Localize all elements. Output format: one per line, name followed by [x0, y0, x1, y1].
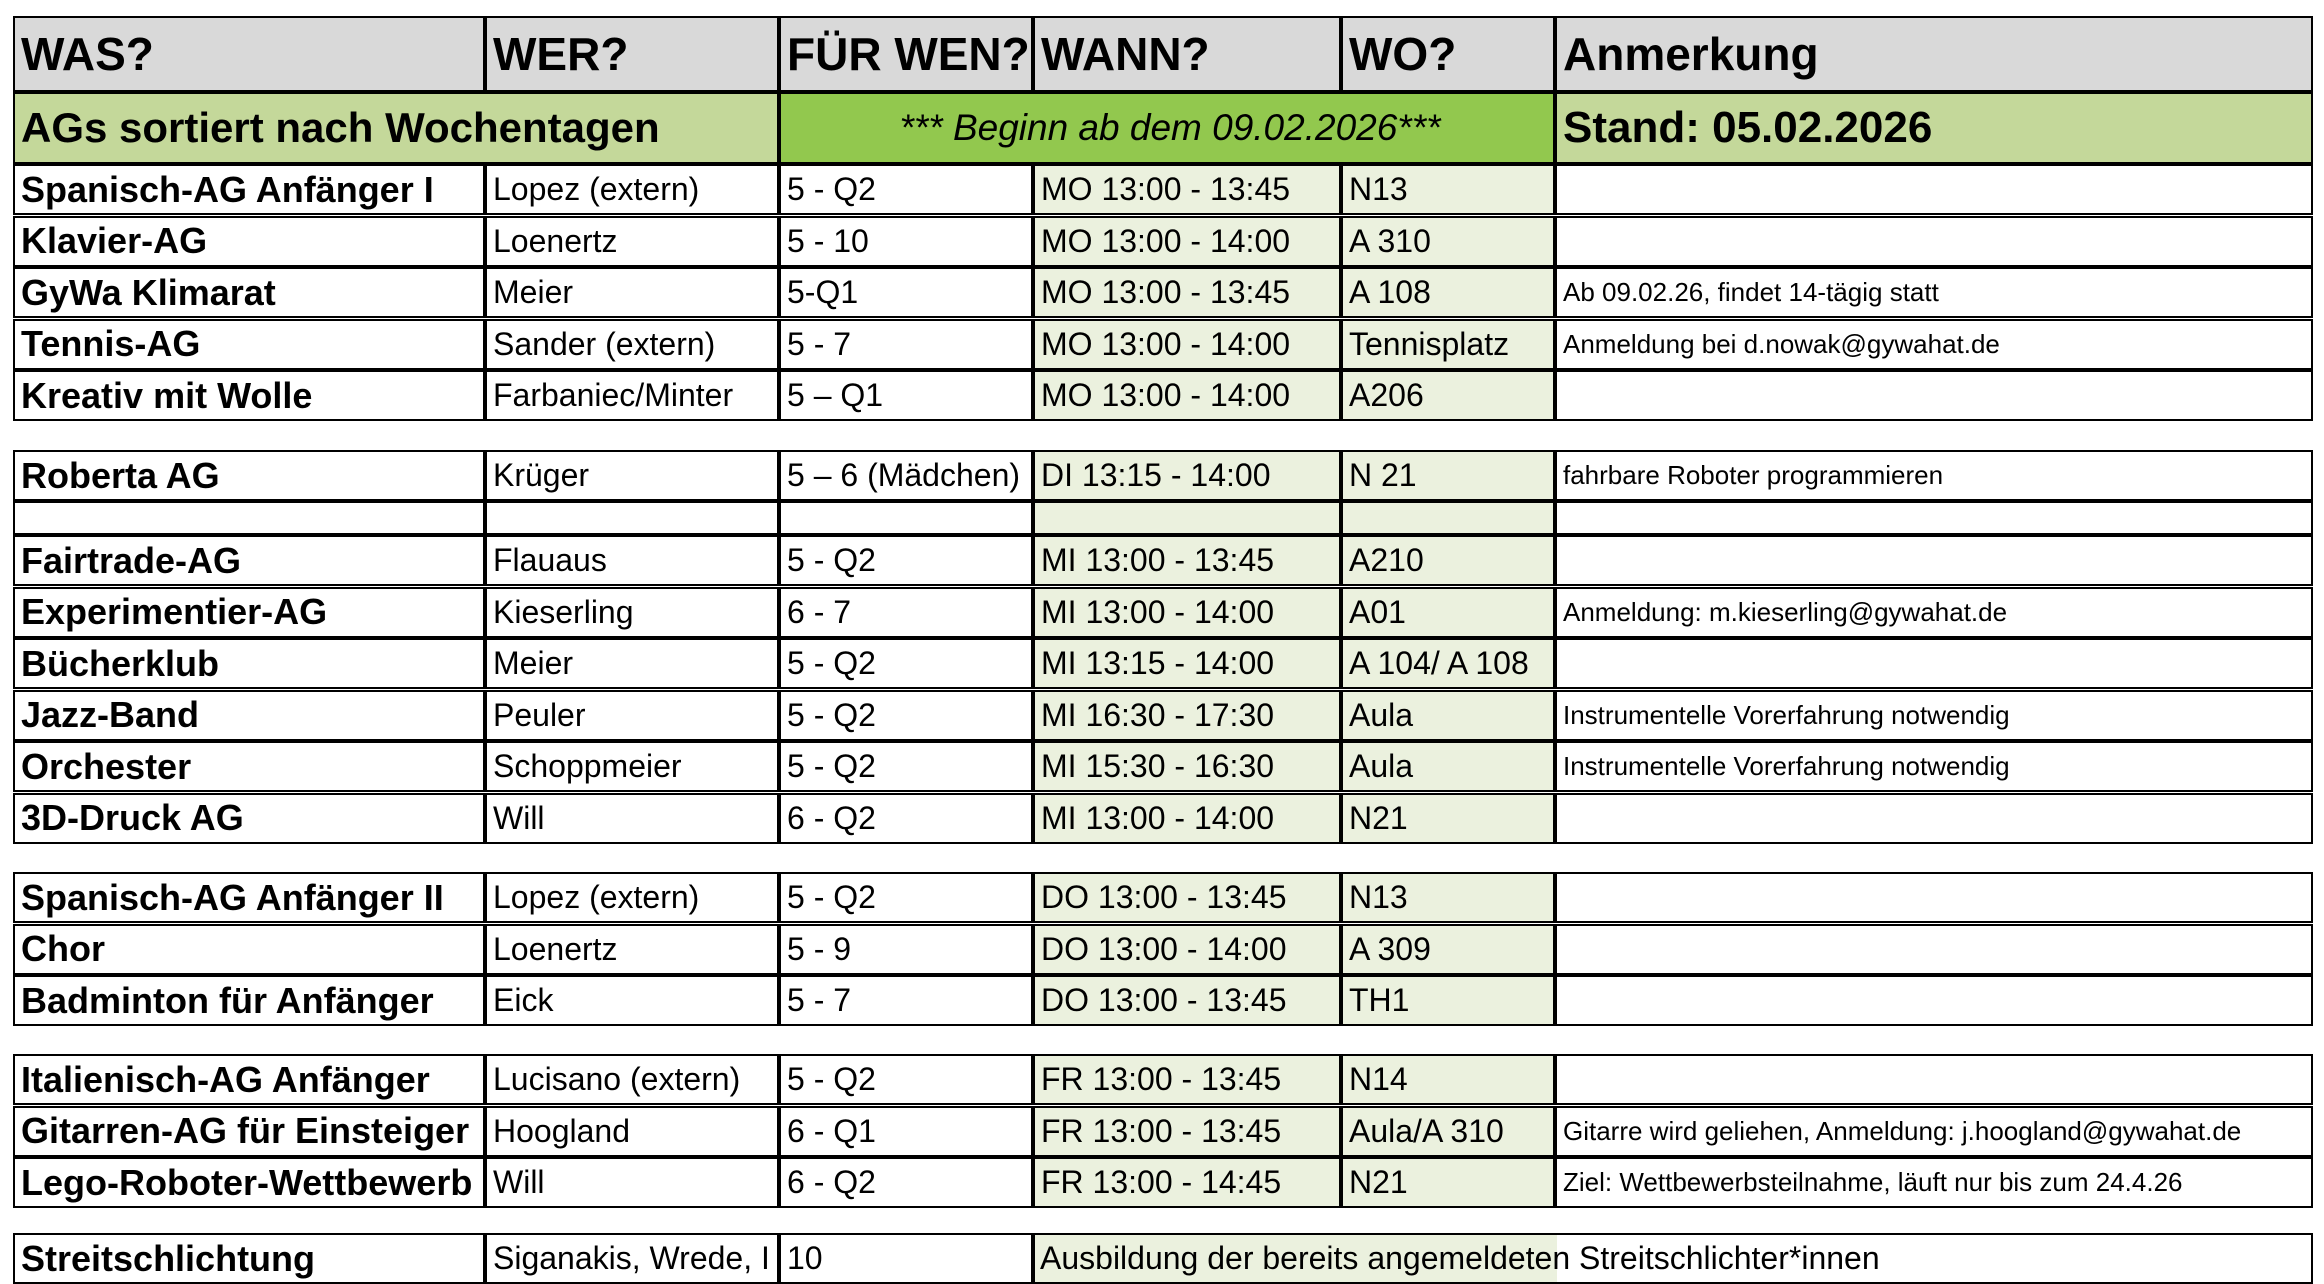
cell-fuer-wen: 5 - Q2 [779, 535, 1033, 586]
cell-was: Chor [13, 924, 485, 975]
empty-cell [1341, 501, 1555, 535]
cell-fuer-wen: 5 - 7 [779, 975, 1033, 1026]
table-row [14, 370, 2314, 421]
subheader-stand: Stand: 05.02.2026 [1555, 92, 2313, 164]
cell-was: Streitschlichtung [13, 1233, 485, 1284]
cell-wer: Will [485, 793, 779, 844]
cell-was: GyWa Klimarat [13, 267, 485, 318]
cell-wann: MI 13:15 - 14:00 [1033, 638, 1341, 689]
table-row [14, 587, 2314, 638]
cell-fuer-wen: 5 – Q1 [779, 370, 1033, 421]
cell-wann: DO 13:00 - 14:00 [1033, 924, 1341, 975]
cell-wann: MO 13:00 - 13:45 [1033, 164, 1341, 215]
subheader-row [14, 92, 2314, 164]
cell-fuer-wen: 5 – 6 (Mädchen) [779, 450, 1033, 501]
cell-was: Jazz-Band [13, 690, 485, 741]
cell-wer: Sander (extern) [485, 319, 779, 370]
cell-anmerkung [1555, 975, 2313, 1026]
cell-was: Lego-Roboter-Wettbewerb [13, 1157, 485, 1208]
header-wann: WANN? [1033, 16, 1341, 92]
cell-wann: MO 13:00 - 13:45 [1033, 267, 1341, 318]
cell-wo: N13 [1341, 164, 1555, 215]
cell-was: 3D-Druck AG [13, 793, 485, 844]
empty-cell [13, 501, 485, 535]
cell-was: Bücherklub [13, 638, 485, 689]
cell-wann: FR 13:00 - 13:45 [1033, 1106, 1341, 1157]
cell-was: Tennis-AG [13, 319, 485, 370]
cell-wann: DI 13:15 - 14:00 [1033, 450, 1341, 501]
table-row [14, 690, 2314, 741]
cell-anmerkung: Gitarre wird geliehen, Anmeldung: j.hoogland@gywahat.de [1555, 1106, 2313, 1157]
table-row [14, 1054, 2314, 1105]
cell-fuer-wen: 5 - Q2 [779, 164, 1033, 215]
subheader-title: AGs sortiert nach Wochentagen [13, 92, 779, 164]
cell-wo: Tennisplatz [1341, 319, 1555, 370]
cell-wer: Eick [485, 975, 779, 1026]
cell-wo: TH1 [1341, 975, 1555, 1026]
cell-wo: N21 [1341, 793, 1555, 844]
cell-wann: MI 15:30 - 16:30 [1033, 741, 1341, 792]
table-row [14, 164, 2314, 215]
cell-wann: DO 13:00 - 13:45 [1033, 872, 1341, 923]
cell-wo: N 21 [1341, 450, 1555, 501]
cell-wo: A 309 [1341, 924, 1555, 975]
cell-wer: Peuler [485, 690, 779, 741]
cell-anmerkung [1555, 216, 2313, 267]
table-row [14, 872, 2314, 923]
cell-wann: MI 13:00 - 14:00 [1033, 793, 1341, 844]
cell-anmerkung [1555, 164, 2313, 215]
header-wo: WO? [1341, 16, 1555, 92]
cell-wer: Hoogland [485, 1106, 779, 1157]
cell-anmerkung [1555, 1054, 2313, 1105]
table-row [14, 741, 2314, 792]
empty-row [14, 501, 2314, 535]
cell-wer: Meier [485, 638, 779, 689]
streitschlichtung-row [14, 1233, 2314, 1284]
cell-wo: A 104/ A 108 [1341, 638, 1555, 689]
cell-anmerkung: Ziel: Wettbewerbsteilnahme, läuft nur bis zum 24.4.26 [1555, 1157, 2313, 1208]
cell-fuer-wen: 6 - Q2 [779, 1157, 1033, 1208]
cell-anmerkung [1555, 793, 2313, 844]
cell-anmerkung: Anmeldung: m.kieserling@gywahat.de [1555, 587, 2313, 638]
cell-was: Spanisch-AG Anfänger II [13, 872, 485, 923]
cell-wann: MO 13:00 - 14:00 [1033, 370, 1341, 421]
cell-fuer-wen: 5-Q1 [779, 267, 1033, 318]
empty-cell [1555, 501, 2313, 535]
cell-fuer-wen: 5 - Q2 [779, 872, 1033, 923]
cell-wann: MI 13:00 - 14:00 [1033, 587, 1341, 638]
cell-fuer-wen: 5 - 7 [779, 319, 1033, 370]
cell-wer: Loenertz [485, 216, 779, 267]
cell-fuer-wen: 6 - Q1 [779, 1106, 1033, 1157]
cell-wo: N21 [1341, 1157, 1555, 1208]
cell-fuer-wen: 6 - Q2 [779, 793, 1033, 844]
table-row [14, 267, 2314, 318]
cell-anmerkung: Instrumentelle Vorerfahrung notwendig [1555, 741, 2313, 792]
table-row [14, 924, 2314, 975]
cell-was: Klavier-AG [13, 216, 485, 267]
empty-cell [779, 501, 1033, 535]
cell-fuer-wen: 5 - 9 [779, 924, 1033, 975]
cell-wer: Lucisano (extern) [485, 1054, 779, 1105]
cell-wer: Will [485, 1157, 779, 1208]
cell-wann: MI 13:00 - 13:45 [1033, 535, 1341, 586]
cell-was: Badminton für Anfänger [13, 975, 485, 1026]
cell-was: Orchester [13, 741, 485, 792]
cell-was: Fairtrade-AG [13, 535, 485, 586]
cell-anmerkung [1555, 370, 2313, 421]
cell-was: Italienisch-AG Anfänger [13, 1054, 485, 1105]
cell-fuer-wen: 5 - 10 [779, 216, 1033, 267]
cell-wer: Loenertz [485, 924, 779, 975]
cell-anmerkung [1555, 872, 2313, 923]
cell-wer: Lopez (extern) [485, 164, 779, 215]
header-fuer-wen: FÜR WEN? [779, 16, 1033, 92]
cell-wo: Aula [1341, 741, 1555, 792]
cell-wo: A210 [1341, 535, 1555, 586]
cell-wo: A 310 [1341, 216, 1555, 267]
cell-wo: A01 [1341, 587, 1555, 638]
cell-anmerkung: Anmeldung bei d.nowak@gywahat.de [1555, 319, 2313, 370]
header-anmerkung: Anmerkung [1555, 16, 2313, 92]
header-was: WAS? [13, 16, 485, 92]
cell-wo: A206 [1341, 370, 1555, 421]
cell-was: Spanisch-AG Anfänger I [13, 164, 485, 215]
cell-anmerkung: Ab 09.02.26, findet 14-tägig statt [1555, 267, 2313, 318]
table-row [14, 1106, 2314, 1157]
cell-fuer-wen: 6 - 7 [779, 587, 1033, 638]
cell-wo: N13 [1341, 872, 1555, 923]
subheader-beginn: *** Beginn ab dem 09.02.2026*** [779, 92, 1555, 164]
cell-anmerkung: fahrbare Roboter programmieren [1555, 450, 2313, 501]
cell-fuer-wen: 5 - Q2 [779, 690, 1033, 741]
cell-wer: Meier [485, 267, 779, 318]
cell-fuer-wen: 5 - Q2 [779, 638, 1033, 689]
cell-anmerkung [1555, 638, 2313, 689]
cell-wo: Aula [1341, 690, 1555, 741]
table-row [14, 535, 2314, 586]
cell-wann: DO 13:00 - 13:45 [1033, 975, 1341, 1026]
cell-was: Kreativ mit Wolle [13, 370, 485, 421]
cell-anmerkung [1555, 924, 2313, 975]
cell-wann: MO 13:00 - 14:00 [1033, 216, 1341, 267]
cell-was: Experimentier-AG [13, 587, 485, 638]
cell-wo: A 108 [1341, 267, 1555, 318]
cell-wo: N14 [1341, 1054, 1555, 1105]
header-wer: WER? [485, 16, 779, 92]
table-row [14, 793, 2314, 844]
header-row [14, 16, 2314, 92]
cell-wann: MI 16:30 - 17:30 [1033, 690, 1341, 741]
empty-cell [485, 501, 779, 535]
cell-wer: Siganakis, Wrede, I [485, 1233, 779, 1284]
empty-cell [1033, 501, 1341, 535]
cell-fuer-wen: 10 [779, 1233, 1033, 1284]
cell-fuer-wen: 5 - Q2 [779, 1054, 1033, 1105]
cell-was: Gitarren-AG für Einsteiger [13, 1106, 485, 1157]
cell-fuer-wen: 5 - Q2 [779, 741, 1033, 792]
cell-wer: Schoppmeier [485, 741, 779, 792]
cell-wann: FR 13:00 - 13:45 [1033, 1054, 1341, 1105]
table-row [14, 450, 2314, 501]
cell-wer: Lopez (extern) [485, 872, 779, 923]
cell-wann: MO 13:00 - 14:00 [1033, 319, 1341, 370]
cell-wer: Kieserling [485, 587, 779, 638]
cell-wo: Aula/A 310 [1341, 1106, 1555, 1157]
cell-was: Roberta AG [13, 450, 485, 501]
table-row [14, 1157, 2314, 1208]
cell-wer: Krüger [485, 450, 779, 501]
cell-anmerkung [1555, 535, 2313, 586]
cell-wer: Flauaus [485, 535, 779, 586]
cell-anmerkung: Instrumentelle Vorerfahrung notwendig [1555, 690, 2313, 741]
streitschlichtung-info: Ausbildung der bereits angemeldeten Streitschlichter*innen [1040, 1240, 1880, 1276]
cell-wer: Farbaniec/Minter [485, 370, 779, 421]
table-row [14, 319, 2314, 370]
table-row [14, 975, 2314, 1026]
table-row [14, 216, 2314, 267]
table-row [14, 638, 2314, 689]
cell-wann: FR 13:00 - 14:45 [1033, 1157, 1341, 1208]
